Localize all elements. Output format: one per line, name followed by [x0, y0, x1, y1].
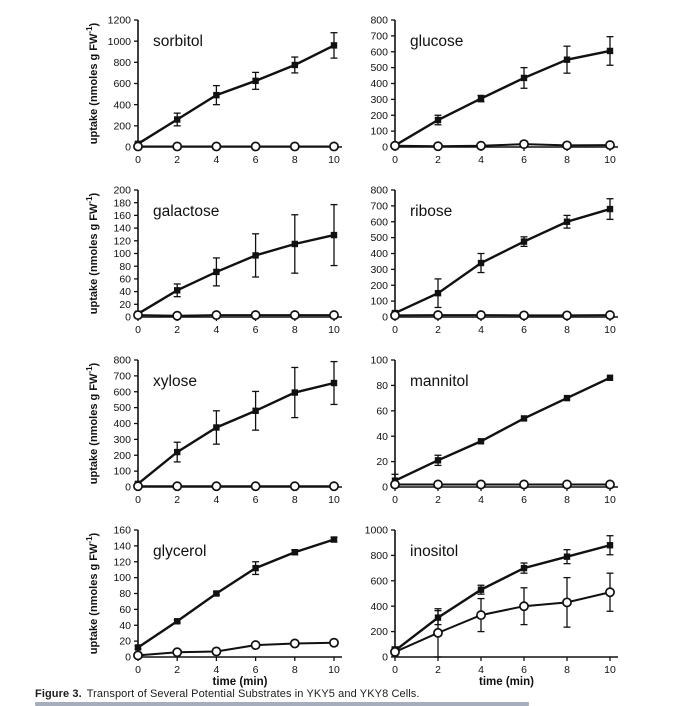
y-tick-label: 700	[370, 200, 388, 213]
open-circle-marker	[330, 639, 338, 647]
y-tick-label: 0	[125, 651, 131, 664]
y-axis-title: uptake (nmoles g $FW^{-1}$)	[85, 362, 100, 485]
y-tick-label: 0	[125, 141, 131, 154]
y-tick-label: 100	[113, 572, 131, 585]
y-tick-label: 100	[370, 125, 388, 138]
open-circle-marker	[252, 482, 260, 490]
y-tick-label: 800	[113, 354, 131, 367]
series-line-filled-square	[395, 51, 610, 145]
x-tick-label: 8	[564, 494, 570, 506]
figure-caption	[35, 688, 655, 700]
filled-square-marker	[292, 549, 298, 555]
series-open-circle	[391, 573, 614, 657]
y-tick-label: 100	[113, 465, 131, 478]
x-tick-label: 4	[213, 664, 220, 676]
filled-square-marker	[521, 565, 527, 571]
x-tick-label: 6	[252, 324, 259, 336]
series-line-filled-square	[395, 209, 610, 313]
filled-square-marker	[564, 395, 570, 401]
x-tick-label: 2	[174, 324, 181, 336]
y-tick-label: 700	[370, 30, 388, 43]
y-axis-title-superscript: -1	[85, 366, 94, 374]
open-circle-marker	[173, 482, 181, 490]
y-tick-label: 600	[113, 386, 131, 399]
x-tick-label: 0	[392, 664, 398, 676]
filled-square-marker	[435, 290, 441, 296]
subplot-title: glycerol	[153, 543, 207, 560]
figure-caption-label: Figure 3.	[35, 688, 82, 700]
y-tick-label: 400	[113, 418, 131, 431]
filled-square-marker	[607, 375, 613, 381]
y-tick-label: 500	[370, 232, 388, 245]
subplot-title: mannitol	[410, 373, 469, 390]
open-circle-marker	[520, 602, 528, 610]
open-circle-marker	[606, 141, 614, 149]
y-tick-label: 600	[370, 216, 388, 229]
y-tick-label: 200	[370, 109, 388, 122]
x-tick-label: 6	[521, 494, 527, 506]
open-circle-marker	[563, 141, 571, 149]
filled-square-marker	[213, 590, 219, 596]
y-tick-label: 100	[113, 248, 131, 261]
y-tick-label: 500	[113, 402, 131, 415]
open-circle-marker	[173, 648, 181, 656]
subplot-title: xylose	[153, 373, 197, 390]
y-tick-label: 0	[125, 481, 131, 494]
subplot-title: galactose	[153, 203, 220, 220]
open-circle-marker	[291, 311, 299, 319]
y-tick-label: 600	[113, 78, 131, 91]
filled-square-marker	[252, 565, 258, 571]
open-circle-marker	[434, 311, 442, 319]
open-circle-marker	[606, 311, 614, 319]
filled-square-marker	[564, 56, 570, 62]
series-line-filled-square	[395, 378, 610, 481]
x-tick-label: 10	[604, 324, 616, 336]
x-tick-label: 8	[564, 324, 570, 336]
x-tick-label: 10	[604, 154, 616, 166]
filled-square-marker	[252, 252, 258, 258]
open-circle-marker	[520, 480, 528, 488]
x-tick-label: 6	[521, 664, 527, 676]
filled-square-marker	[435, 117, 441, 123]
series-filled-square	[135, 205, 338, 317]
series-line-filled-square	[395, 545, 610, 650]
open-circle-marker	[291, 142, 299, 150]
y-tick-label: 80	[119, 588, 131, 601]
open-circle-marker	[330, 142, 338, 150]
x-tick-label: 8	[291, 154, 298, 166]
series-open-circle	[391, 311, 614, 320]
partial-bottom-bar	[35, 702, 529, 706]
y-tick-label: 800	[113, 56, 131, 69]
x-tick-label: 10	[604, 664, 616, 676]
x-tick-label: 10	[328, 494, 340, 506]
open-circle-marker	[477, 311, 485, 319]
x-tick-label: 0	[135, 664, 141, 676]
x-tick-label: 0	[135, 154, 141, 166]
y-tick-label: 0	[382, 651, 388, 664]
filled-square-marker	[607, 206, 613, 212]
open-circle-marker	[212, 482, 220, 490]
open-circle-marker	[434, 629, 442, 637]
x-tick-label: 4	[478, 494, 484, 506]
open-circle-marker	[330, 311, 338, 319]
y-tick-label: 400	[370, 248, 388, 261]
open-circle-marker	[391, 311, 399, 319]
filled-square-marker	[174, 618, 180, 624]
x-tick-label: 4	[478, 154, 484, 166]
open-circle-marker	[212, 142, 220, 150]
x-tick-label: 6	[252, 154, 259, 166]
open-circle-marker	[134, 142, 142, 150]
filled-square-marker	[564, 219, 570, 225]
open-circle-marker	[434, 142, 442, 150]
x-tick-label: 8	[291, 324, 298, 336]
open-circle-marker	[291, 639, 299, 647]
y-tick-label: 40	[119, 619, 131, 632]
x-tick-label: 6	[252, 664, 259, 676]
subplot-mannitol	[349, 345, 632, 515]
series-open-circle	[134, 482, 338, 490]
x-tick-label: 2	[435, 494, 441, 506]
subplot-glucose	[349, 5, 632, 175]
y-tick-label: 160	[113, 524, 131, 537]
open-circle-marker	[173, 142, 181, 150]
y-tick-label: 0	[382, 141, 388, 154]
open-circle-marker	[563, 311, 571, 319]
y-tick-label: 1000	[107, 35, 131, 48]
open-circle-marker	[606, 588, 614, 596]
x-tick-label: 0	[392, 324, 398, 336]
y-axis-title-suffix: )	[88, 362, 100, 367]
y-tick-label: 20	[119, 635, 131, 648]
filled-square-marker	[521, 415, 527, 421]
open-circle-marker	[391, 648, 399, 656]
open-circle-marker	[391, 142, 399, 150]
y-tick-label: 300	[370, 263, 388, 276]
subplot-title: ribose	[410, 203, 453, 220]
open-circle-marker	[520, 311, 528, 319]
y-tick-label: 1200	[107, 14, 131, 27]
series-filled-square	[392, 375, 614, 487]
y-tick-label: 600	[370, 575, 388, 588]
open-circle-marker	[212, 647, 220, 655]
x-tick-label: 4	[478, 664, 484, 676]
y-axis-title-superscript: -1	[85, 196, 94, 204]
y-tick-label: 80	[376, 380, 388, 392]
y-tick-label: 0	[382, 481, 388, 494]
filled-square-marker	[174, 449, 180, 455]
filled-square-marker	[292, 389, 298, 395]
subplot-glycerol	[22, 515, 347, 706]
series-filled-square	[392, 37, 614, 149]
x-tick-label: 2	[174, 154, 181, 166]
filled-square-marker	[213, 424, 219, 430]
open-circle-marker	[252, 142, 260, 150]
series-open-circle	[134, 311, 338, 320]
filled-square-marker	[478, 438, 484, 444]
figure-caption-text: Transport of Several Potential Substrates in YKY5 and YKY8 Cells.	[86, 688, 420, 700]
y-tick-label: 200	[113, 184, 131, 197]
x-tick-label: 6	[521, 154, 527, 166]
open-circle-marker	[477, 611, 485, 619]
subplot-inositol	[349, 515, 632, 706]
open-circle-marker	[134, 311, 142, 319]
open-circle-marker	[212, 311, 220, 319]
x-tick-label: 4	[213, 154, 220, 166]
y-tick-label: 40	[376, 430, 388, 443]
y-tick-label: 20	[119, 298, 131, 311]
open-circle-marker	[606, 480, 614, 488]
y-tick-label: 200	[113, 449, 131, 462]
x-tick-label: 10	[328, 664, 340, 676]
filled-square-marker	[331, 380, 337, 386]
subplot-xylose	[22, 345, 347, 515]
y-tick-label: 800	[370, 184, 388, 197]
series-line-filled-square	[138, 383, 334, 484]
y-tick-label: 400	[370, 78, 388, 91]
x-axis-title: time (min)	[479, 676, 534, 688]
y-tick-label: 0	[125, 311, 131, 324]
x-tick-label: 8	[564, 154, 570, 166]
y-tick-label: 800	[370, 550, 388, 562]
filled-square-marker	[252, 78, 258, 84]
y-tick-label: 80	[119, 260, 131, 273]
x-axis-title: time (min)	[212, 676, 268, 688]
open-circle-marker	[252, 311, 260, 319]
series-line-open-circle	[138, 643, 334, 656]
y-tick-label: 140	[113, 222, 131, 235]
x-tick-label: 2	[435, 154, 441, 166]
filled-square-marker	[521, 238, 527, 244]
x-tick-label: 6	[252, 494, 259, 506]
subplot-sorbitol	[22, 5, 347, 175]
y-tick-label: 100	[370, 295, 388, 308]
x-tick-label: 2	[435, 324, 441, 336]
filled-square-marker	[135, 644, 141, 650]
y-tick-label: 40	[119, 286, 131, 299]
x-tick-label: 10	[328, 154, 340, 166]
y-tick-label: 400	[370, 600, 388, 613]
filled-square-marker	[213, 269, 219, 275]
open-circle-marker	[291, 482, 299, 490]
filled-square-marker	[292, 62, 298, 68]
y-axis-title: uptake (nmoles g $FW^{-1}$)	[85, 192, 100, 315]
x-tick-label: 2	[174, 664, 181, 676]
x-tick-label: 2	[174, 494, 181, 506]
y-tick-label: 1000	[364, 524, 388, 537]
x-tick-label: 8	[291, 664, 298, 676]
x-tick-label: 0	[392, 154, 398, 166]
y-axis-title-suffix: )	[88, 22, 100, 27]
subplot-title: glucose	[410, 33, 464, 50]
filled-square-marker	[292, 241, 298, 247]
open-circle-marker	[563, 480, 571, 488]
subplot-galactose	[22, 175, 347, 345]
y-axis-title-superscript: -1	[85, 536, 94, 544]
y-tick-label: 200	[113, 120, 131, 133]
open-circle-marker	[252, 641, 260, 649]
y-axis-title-suffix: )	[88, 192, 100, 197]
open-circle-marker	[330, 482, 338, 490]
y-axis-title: uptake (nmoles g $FW^{-1}$)	[85, 22, 100, 145]
y-tick-label: 200	[370, 626, 388, 639]
x-tick-label: 4	[478, 324, 484, 336]
y-tick-label: 120	[113, 556, 131, 569]
x-tick-label: 6	[521, 324, 527, 336]
y-tick-label: 60	[119, 273, 131, 286]
y-axis-title: uptake (nmoles g $FW^{-1}$)	[85, 532, 100, 655]
subplot-ribose	[349, 175, 632, 345]
y-tick-label: 160	[113, 210, 131, 222]
filled-square-marker	[331, 536, 337, 542]
series-open-circle	[391, 140, 614, 150]
x-tick-label: 8	[564, 664, 570, 676]
series-line-open-circle	[395, 592, 610, 652]
subplot-title: inositol	[410, 543, 459, 560]
series-line-open-circle	[395, 144, 610, 146]
series-open-circle	[134, 142, 338, 150]
series-line-filled-square	[138, 45, 334, 143]
series-line-open-circle	[138, 315, 334, 316]
y-tick-label: 180	[113, 197, 131, 210]
open-circle-marker	[134, 482, 142, 490]
filled-square-marker	[478, 95, 484, 101]
y-tick-label: 0	[382, 311, 388, 324]
filled-square-marker	[478, 260, 484, 266]
open-circle-marker	[477, 142, 485, 150]
y-tick-label: 120	[113, 235, 131, 248]
y-axis-title-superscript: -1	[85, 26, 94, 34]
y-tick-label: 100	[370, 354, 388, 367]
x-tick-label: 0	[135, 324, 141, 336]
filled-square-marker	[213, 92, 219, 98]
filled-square-marker	[174, 116, 180, 122]
y-tick-label: 20	[376, 456, 388, 469]
y-tick-label: 60	[376, 405, 388, 418]
y-tick-label: 600	[370, 46, 388, 59]
filled-square-marker	[252, 408, 258, 414]
x-tick-label: 10	[604, 494, 616, 506]
filled-square-marker	[435, 457, 441, 463]
filled-square-marker	[331, 42, 337, 48]
y-tick-label: 200	[370, 279, 388, 292]
x-tick-label: 0	[135, 494, 141, 506]
y-tick-label: 400	[113, 99, 131, 112]
x-tick-label: 0	[392, 494, 398, 506]
y-tick-label: 800	[370, 14, 388, 27]
x-tick-label: 10	[328, 324, 340, 336]
x-tick-label: 4	[213, 324, 220, 336]
x-tick-label: 4	[213, 494, 220, 506]
open-circle-marker	[134, 651, 142, 659]
open-circle-marker	[520, 140, 528, 148]
y-tick-label: 60	[119, 603, 131, 616]
open-circle-marker	[173, 312, 181, 320]
filled-square-marker	[521, 75, 527, 81]
y-tick-label: 700	[113, 370, 131, 383]
filled-square-marker	[331, 232, 337, 238]
open-circle-marker	[434, 480, 442, 488]
filled-square-marker	[174, 287, 180, 293]
subplot-title: sorbitol	[153, 33, 203, 50]
x-tick-label: 8	[291, 494, 298, 506]
filled-square-marker	[607, 542, 613, 548]
y-tick-label: 300	[113, 433, 131, 446]
y-tick-label: 500	[370, 62, 388, 75]
filled-square-marker	[564, 553, 570, 559]
x-tick-label: 2	[435, 664, 441, 676]
filled-square-marker	[478, 586, 484, 592]
open-circle-marker	[477, 480, 485, 488]
open-circle-marker	[563, 598, 571, 606]
y-axis-title-suffix: )	[88, 532, 100, 537]
open-circle-marker	[391, 480, 399, 488]
series-line-filled-square	[138, 235, 334, 314]
y-tick-label: 300	[370, 93, 388, 106]
filled-square-marker	[607, 48, 613, 54]
y-tick-label: 140	[113, 540, 131, 553]
